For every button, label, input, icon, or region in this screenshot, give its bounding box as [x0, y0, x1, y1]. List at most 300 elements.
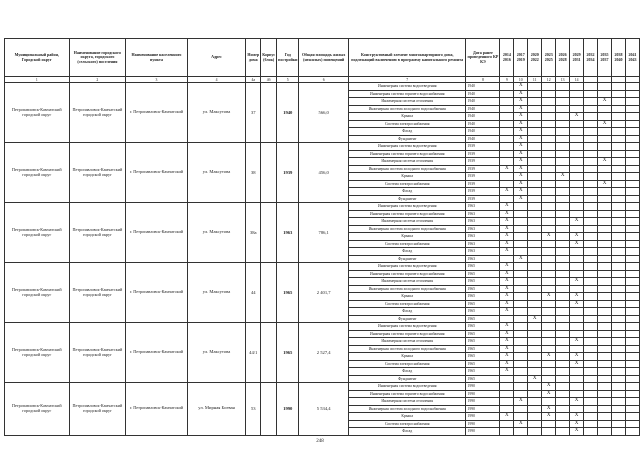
- structural-element-cell: Инженерная система отопления: [349, 158, 466, 166]
- period-mark: X: [570, 240, 584, 248]
- structural-element-cell: Инженерная система холодного водоснабжения: [349, 225, 466, 233]
- period-cell: [625, 255, 639, 263]
- period-cell: [542, 105, 556, 113]
- period-cell: [611, 345, 625, 353]
- period-mark: X: [514, 165, 528, 173]
- period-mark: X: [542, 353, 556, 361]
- period-cell: [598, 353, 612, 361]
- period-cell: [500, 128, 514, 136]
- page-number: 248: [316, 439, 324, 444]
- period-cell: [598, 135, 612, 143]
- previous-repair-date-cell: 1939: [466, 165, 500, 173]
- period-cell: [542, 165, 556, 173]
- period-mark: X: [570, 218, 584, 226]
- period-cell: [611, 143, 625, 151]
- period-mark: X: [570, 338, 584, 346]
- period-cell: [625, 195, 639, 203]
- period-cell: [528, 203, 542, 211]
- period-cell: [542, 98, 556, 106]
- period-cell: [542, 188, 556, 196]
- column-number: 3: [126, 77, 188, 83]
- period-mark: X: [500, 218, 514, 226]
- period-cell: [542, 285, 556, 293]
- period-cell: [528, 120, 542, 128]
- period-cell: [598, 383, 612, 391]
- period-cell: [500, 105, 514, 113]
- period-cell: [570, 308, 584, 316]
- previous-repair-date-cell: 1963: [466, 225, 500, 233]
- structural-element-cell: Крыша: [349, 413, 466, 421]
- period-cell: [514, 293, 528, 301]
- period-mark: X: [514, 105, 528, 113]
- period-cell: [542, 225, 556, 233]
- period-mark: X: [500, 338, 514, 346]
- period-cell: [570, 173, 584, 181]
- previous-repair-date-cell: 1939: [466, 173, 500, 181]
- period-cell: [625, 278, 639, 286]
- period-cell: [528, 143, 542, 151]
- period-cell: [598, 405, 612, 413]
- period-cell: [611, 83, 625, 91]
- period-cell: [556, 90, 570, 98]
- previous-repair-date-cell: 1963: [466, 240, 500, 248]
- period-cell: [542, 113, 556, 121]
- period-cell: [584, 293, 598, 301]
- structural-element-cell: Крыша: [349, 113, 466, 121]
- period-cell: [584, 173, 598, 181]
- period-cell: [570, 158, 584, 166]
- period-cell: [556, 338, 570, 346]
- locality-cell: г. Петропавловск-Камчатский: [126, 83, 188, 143]
- period-cell: [625, 285, 639, 293]
- period-cell: [598, 210, 612, 218]
- previous-repair-date-cell: 1939: [466, 188, 500, 196]
- period-cell: [625, 405, 639, 413]
- period-cell: [500, 398, 514, 406]
- period-cell: [584, 195, 598, 203]
- structural-element-cell: Фасад: [349, 188, 466, 196]
- period-cell: [528, 218, 542, 226]
- structural-element-cell: Крыша: [349, 233, 466, 241]
- period-cell: [528, 345, 542, 353]
- period-cell: [514, 375, 528, 383]
- period-cell: [611, 360, 625, 368]
- period-cell: [528, 398, 542, 406]
- previous-repair-date-cell: 1965: [466, 263, 500, 271]
- period-cell: [556, 210, 570, 218]
- period-mark: X: [570, 353, 584, 361]
- period-cell: [611, 315, 625, 323]
- period-cell: [625, 368, 639, 376]
- previous-repair-date-cell: 1965: [466, 323, 500, 331]
- period-cell: [598, 338, 612, 346]
- previous-repair-date-cell: 1940: [466, 135, 500, 143]
- previous-repair-date-cell: 1965: [466, 293, 500, 301]
- period-cell: [625, 233, 639, 241]
- period-cell: [570, 225, 584, 233]
- period-cell: [598, 330, 612, 338]
- period-cell: [514, 405, 528, 413]
- structural-element-cell: Фасад: [349, 368, 466, 376]
- period-cell: [542, 375, 556, 383]
- table-row: [5, 263, 640, 271]
- period-cell: [611, 233, 625, 241]
- period-cell: [625, 420, 639, 428]
- district-cell: Петропавловск-Камчатский городской округ: [5, 383, 70, 436]
- period-cell: [500, 315, 514, 323]
- period-cell: [514, 345, 528, 353]
- period-cell: [556, 270, 570, 278]
- period-cell: [514, 278, 528, 286]
- period-cell: [625, 98, 639, 106]
- period-cell: [625, 90, 639, 98]
- period-cell: [542, 128, 556, 136]
- period-mark: X: [514, 420, 528, 428]
- period-cell: [611, 255, 625, 263]
- period-cell: [542, 180, 556, 188]
- period-mark: X: [570, 293, 584, 301]
- period-mark: X: [500, 225, 514, 233]
- block-cell: [261, 143, 277, 203]
- period-cell: [584, 203, 598, 211]
- address-cell: ул. Максутова: [187, 143, 246, 203]
- period-mark: X: [514, 188, 528, 196]
- period-mark: X: [598, 120, 612, 128]
- period-cell: [584, 90, 598, 98]
- structural-element-cell: Фундамент: [349, 195, 466, 203]
- period-cell: [556, 180, 570, 188]
- period-cell: [542, 135, 556, 143]
- structural-element-cell: Инженерная система отопления: [349, 98, 466, 106]
- period-cell: [570, 368, 584, 376]
- period-cell: [528, 188, 542, 196]
- period-cell: [556, 225, 570, 233]
- period-cell: [556, 293, 570, 301]
- structural-element-cell: Инженерная система водоотведения: [349, 383, 466, 391]
- period-cell: [542, 278, 556, 286]
- structural-element-cell: Система электроснабжения: [349, 360, 466, 368]
- period-cell: [584, 345, 598, 353]
- block-cell: [261, 383, 277, 436]
- period-cell: [528, 195, 542, 203]
- previous-repair-date-cell: 1990: [466, 420, 500, 428]
- period-cell: [542, 330, 556, 338]
- year-built-cell: 1939: [277, 143, 299, 203]
- period-cell: [514, 360, 528, 368]
- period-cell: [584, 225, 598, 233]
- previous-repair-date-cell: 1940: [466, 128, 500, 136]
- period-cell: [625, 143, 639, 151]
- period-cell: [528, 158, 542, 166]
- structural-element-cell: Фасад: [349, 248, 466, 256]
- previous-repair-date-cell: 1965: [466, 308, 500, 316]
- area-cell: 2 401,7: [299, 263, 349, 323]
- period-cell: [584, 368, 598, 376]
- column-header: 2020 2022: [528, 39, 542, 77]
- structural-element-cell: Крыша: [349, 293, 466, 301]
- structural-element-cell: Система электроснабжения: [349, 300, 466, 308]
- address-cell: ул. Мирная Боевая: [187, 383, 246, 436]
- period-cell: [625, 263, 639, 271]
- column-header: Наименование населенного пункта: [126, 39, 188, 77]
- column-number: 8: [466, 77, 500, 83]
- period-cell: [556, 383, 570, 391]
- period-cell: [500, 98, 514, 106]
- period-cell: [611, 308, 625, 316]
- previous-repair-date-cell: 1990: [466, 428, 500, 436]
- period-cell: [500, 180, 514, 188]
- previous-repair-date-cell: 1963: [466, 218, 500, 226]
- period-cell: [598, 128, 612, 136]
- period-cell: [584, 330, 598, 338]
- column-number: 12: [542, 77, 556, 83]
- period-cell: [556, 218, 570, 226]
- period-cell: [611, 150, 625, 158]
- period-cell: [570, 143, 584, 151]
- period-cell: [598, 240, 612, 248]
- period-mark: X: [500, 233, 514, 241]
- period-mark: X: [514, 90, 528, 98]
- period-cell: [542, 158, 556, 166]
- structural-element-cell: Инженерная система отопления: [349, 338, 466, 346]
- structural-element-cell: Инженерная система горячего водоснабжения: [349, 210, 466, 218]
- area-cell: 786,1: [299, 203, 349, 263]
- period-cell: [528, 390, 542, 398]
- period-cell: [570, 330, 584, 338]
- structural-element-cell: Инженерная система холодного водоснабжения: [349, 165, 466, 173]
- period-cell: [556, 203, 570, 211]
- period-cell: [570, 345, 584, 353]
- period-cell: [542, 203, 556, 211]
- period-cell: [625, 293, 639, 301]
- previous-repair-date-cell: 1940: [466, 120, 500, 128]
- previous-repair-date-cell: 1965: [466, 345, 500, 353]
- period-cell: [514, 263, 528, 271]
- period-cell: [514, 285, 528, 293]
- period-cell: [542, 315, 556, 323]
- period-cell: [556, 353, 570, 361]
- period-mark: X: [514, 398, 528, 406]
- period-cell: [598, 293, 612, 301]
- period-cell: [584, 405, 598, 413]
- year-built-cell: 1940: [277, 83, 299, 143]
- period-cell: [570, 203, 584, 211]
- address-cell: ул. Максутова: [187, 263, 246, 323]
- column-number: 6: [299, 77, 349, 83]
- period-cell: [528, 90, 542, 98]
- period-cell: [528, 338, 542, 346]
- period-cell: [625, 308, 639, 316]
- period-mark: X: [542, 390, 556, 398]
- period-cell: [598, 143, 612, 151]
- table-header-row: [5, 39, 640, 77]
- period-cell: [528, 293, 542, 301]
- district-cell: Петропавловск-Камчатский городской округ: [5, 143, 70, 203]
- structural-element-cell: Инженерная система горячего водоснабжения: [349, 390, 466, 398]
- structural-element-cell: Инженерная система холодного водоснабжения: [349, 105, 466, 113]
- period-cell: [528, 98, 542, 106]
- period-cell: [528, 240, 542, 248]
- period-cell: [528, 105, 542, 113]
- column-header: Конструктивный элемент многоквартирного дома, подлежащий включению в программу капитального ремонта: [349, 39, 466, 77]
- period-cell: [556, 128, 570, 136]
- previous-repair-date-cell: 1939: [466, 150, 500, 158]
- period-cell: [542, 83, 556, 91]
- previous-repair-date-cell: 1965: [466, 300, 500, 308]
- period-cell: [542, 270, 556, 278]
- period-mark: X: [556, 173, 570, 181]
- previous-repair-date-cell: 1965: [466, 353, 500, 361]
- period-cell: [528, 135, 542, 143]
- period-cell: [584, 210, 598, 218]
- previous-repair-date-cell: 1965: [466, 368, 500, 376]
- period-mark: X: [500, 330, 514, 338]
- structural-element-cell: Инженерная система горячего водоснабжения: [349, 150, 466, 158]
- period-cell: [528, 323, 542, 331]
- house-number-cell: 37: [246, 83, 261, 143]
- period-cell: [542, 248, 556, 256]
- period-cell: [611, 330, 625, 338]
- previous-repair-date-cell: 1990: [466, 390, 500, 398]
- period-cell: [528, 360, 542, 368]
- house-number-cell: 44: [246, 263, 261, 323]
- period-cell: [611, 203, 625, 211]
- column-number: 7: [349, 77, 466, 83]
- structural-element-cell: Инженерная система водоотведения: [349, 323, 466, 331]
- block-cell: [261, 323, 277, 383]
- period-cell: [584, 128, 598, 136]
- period-cell: [611, 105, 625, 113]
- period-cell: [570, 180, 584, 188]
- settlement-cell: Петропавловск-Камчатский городской округ: [69, 323, 126, 383]
- column-header: Корпус (блок): [261, 39, 277, 77]
- structural-element-cell: Инженерная система горячего водоснабжения: [349, 90, 466, 98]
- period-mark: X: [500, 188, 514, 196]
- period-cell: [625, 353, 639, 361]
- period-mark: X: [514, 98, 528, 106]
- period-cell: [584, 323, 598, 331]
- period-cell: [625, 240, 639, 248]
- period-cell: [556, 188, 570, 196]
- period-cell: [570, 210, 584, 218]
- house-number-cell: 53: [246, 383, 261, 436]
- previous-repair-date-cell: 1965: [466, 338, 500, 346]
- structural-element-cell: Инженерная система холодного водоснабжения: [349, 285, 466, 293]
- column-number: 10: [514, 77, 528, 83]
- structural-element-cell: Система электроснабжения: [349, 240, 466, 248]
- previous-repair-date-cell: 1965: [466, 278, 500, 286]
- period-cell: [528, 150, 542, 158]
- period-cell: [584, 278, 598, 286]
- period-cell: [528, 353, 542, 361]
- period-cell: [500, 195, 514, 203]
- address-cell: ул. Максутова: [187, 323, 246, 383]
- period-cell: [625, 83, 639, 91]
- period-cell: [514, 323, 528, 331]
- period-cell: [611, 165, 625, 173]
- period-cell: [570, 105, 584, 113]
- previous-repair-date-cell: 1990: [466, 383, 500, 391]
- column-number: 2: [69, 77, 126, 83]
- period-cell: [570, 90, 584, 98]
- period-cell: [611, 225, 625, 233]
- period-mark: X: [514, 113, 528, 121]
- period-cell: [556, 368, 570, 376]
- period-cell: [598, 165, 612, 173]
- period-mark: X: [570, 113, 584, 121]
- period-cell: [611, 263, 625, 271]
- period-cell: [611, 195, 625, 203]
- period-cell: [598, 150, 612, 158]
- period-cell: [598, 105, 612, 113]
- period-cell: [611, 113, 625, 121]
- period-cell: [598, 390, 612, 398]
- period-mark: X: [500, 323, 514, 331]
- period-cell: [542, 120, 556, 128]
- period-cell: [611, 248, 625, 256]
- period-mark: X: [500, 368, 514, 376]
- period-cell: [528, 248, 542, 256]
- period-cell: [556, 150, 570, 158]
- period-cell: [584, 240, 598, 248]
- period-mark: X: [500, 300, 514, 308]
- period-cell: [514, 390, 528, 398]
- period-mark: X: [514, 150, 528, 158]
- period-mark: X: [542, 293, 556, 301]
- locality-cell: г. Петропавловск-Камчатский: [126, 383, 188, 436]
- district-cell: Петропавловск-Камчатский городской округ: [5, 83, 70, 143]
- column-header: Муниципальный район, Городской округ: [5, 39, 70, 77]
- period-mark: X: [500, 270, 514, 278]
- period-cell: [625, 413, 639, 421]
- year-built-cell: 1965: [277, 263, 299, 323]
- period-mark: X: [528, 315, 542, 323]
- district-cell: Петропавловск-Камчатский городской округ: [5, 323, 70, 383]
- column-header: Общая площадь жилых (нежилых) помещений: [299, 39, 349, 77]
- period-cell: [598, 368, 612, 376]
- structural-element-cell: Система электроснабжения: [349, 420, 466, 428]
- period-cell: [570, 390, 584, 398]
- period-cell: [570, 128, 584, 136]
- structural-element-cell: Фундамент: [349, 135, 466, 143]
- address-cell: ул. Максутова: [187, 83, 246, 143]
- period-cell: [556, 308, 570, 316]
- period-cell: [584, 270, 598, 278]
- period-cell: [542, 173, 556, 181]
- period-cell: [584, 158, 598, 166]
- period-cell: [625, 323, 639, 331]
- period-cell: [598, 248, 612, 256]
- previous-repair-date-cell: 1963: [466, 233, 500, 241]
- period-cell: [625, 398, 639, 406]
- structural-element-cell: Крыша: [349, 173, 466, 181]
- structural-element-cell: Инженерная система водоотведения: [349, 83, 466, 91]
- period-cell: [542, 345, 556, 353]
- period-cell: [570, 255, 584, 263]
- locality-cell: г. Петропавловск-Камчатский: [126, 263, 188, 323]
- period-cell: [598, 360, 612, 368]
- period-cell: [528, 165, 542, 173]
- period-cell: [556, 345, 570, 353]
- period-cell: [542, 263, 556, 271]
- period-cell: [598, 420, 612, 428]
- period-cell: [598, 398, 612, 406]
- period-cell: [528, 413, 542, 421]
- period-cell: [514, 353, 528, 361]
- previous-repair-date-cell: 1990: [466, 413, 500, 421]
- district-cell: Петропавловск-Камчатский городской округ: [5, 263, 70, 323]
- address-cell: ул. Максутова: [187, 203, 246, 263]
